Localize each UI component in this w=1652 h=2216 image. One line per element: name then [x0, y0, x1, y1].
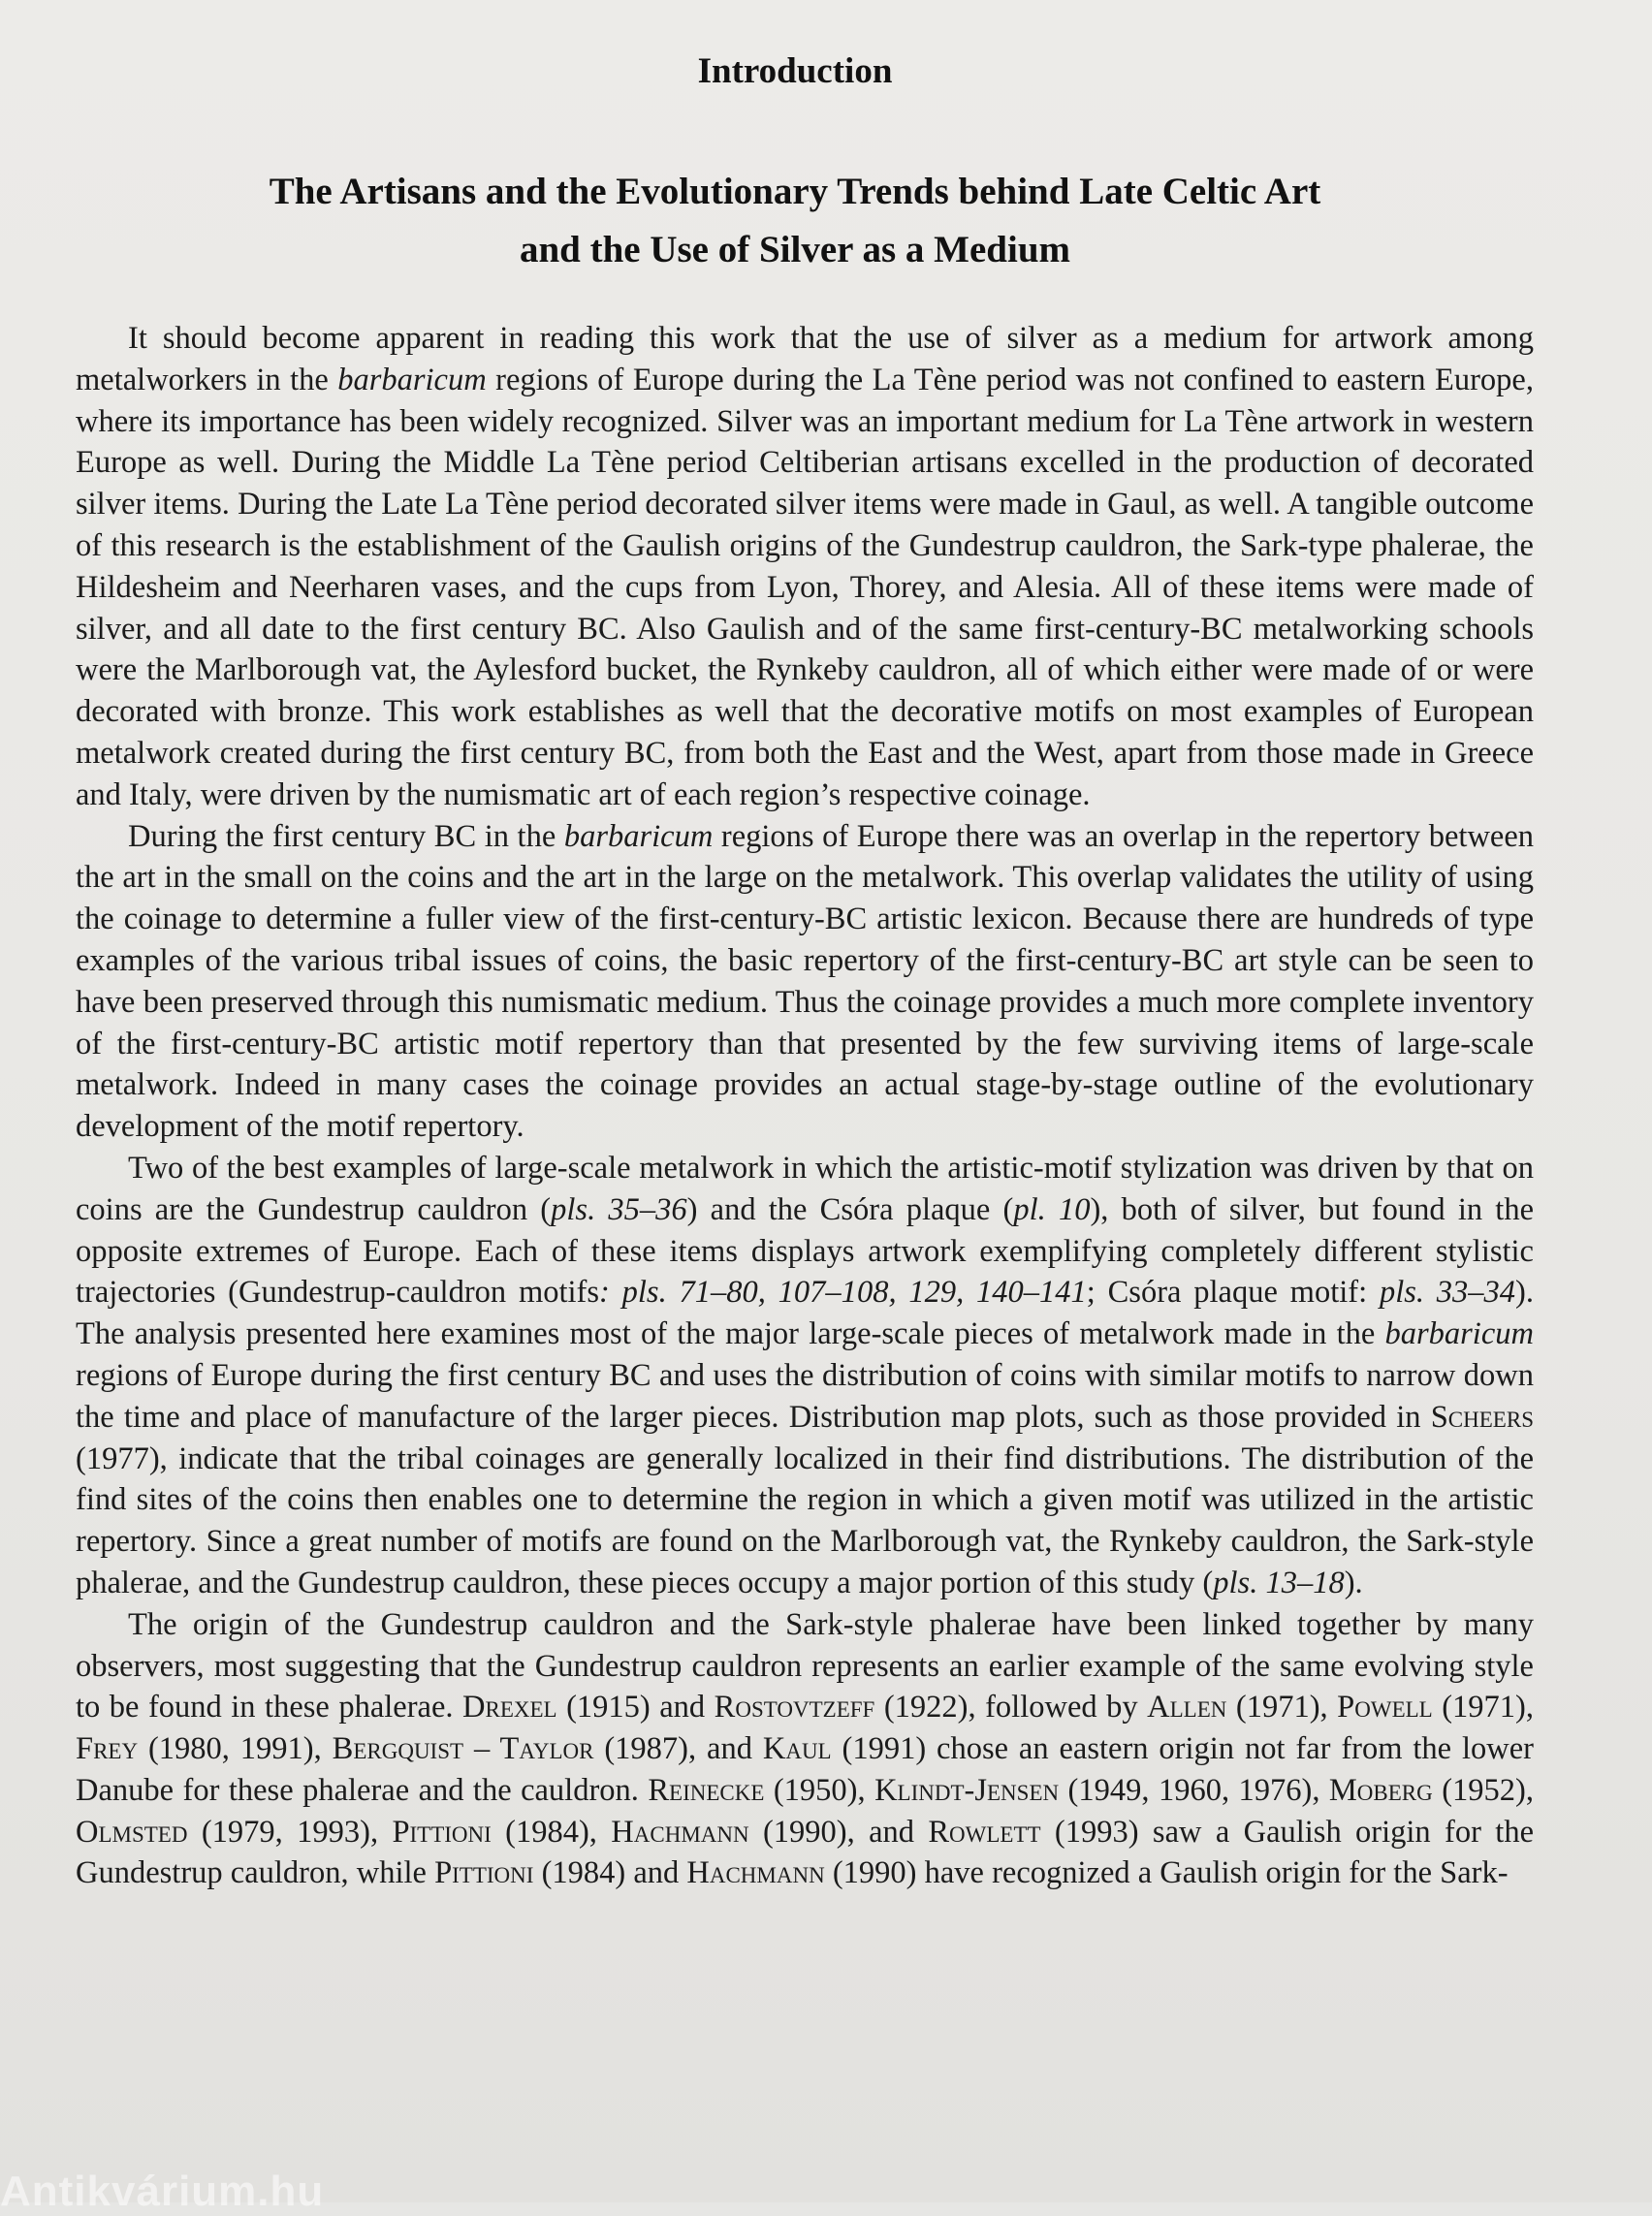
- chapter-title: [0, 163, 1590, 279]
- paragraph-3: Two of the best examples of large-scale metalwork in which the artistic-motif stylization was driven by that on coins are the Gundestrup cauldron (pls. 35–36) and the Csóra plaque (pl. 10), both of silver, but found in the opposite extremes of Europe. Each of these items displays artwork exemplifying completely different stylistic trajectories (Gundestrup-cauldron motifs: pls. 71–80, 107–108, 129, 140–141; Csóra plaque motif: pls. 33–34). The analysis presented here examines most of the major large-scale pieces of metalwork made in the barbaricum regions of Europe during the first century BC and uses the distribution of coins with similar motifs to narrow down the time and place of manufacture of the larger pieces. Distribution map plots, such as those provided in Scheers (1977), indicate that the tribal coinages are generally localized in their find distributions. The distribution of the find sites of the coins then enables one to determine the region in which a given motif was utilized in the artistic repertory. Since a great number of motifs are found on the Marlborough vat, the Rynkeby cauldron, the Sark-style phalerae, and the Gundestrup cauldron, these pieces occupy a major portion of this study (pls. 13–18).: [76, 1150, 1535, 1600]
- chapter-title-line-2: and the Use of Silver as a Medium: [519, 229, 1071, 270]
- watermark: Antikvárium.hu: [0, 2168, 325, 2215]
- paragraph-1: It should become apparent in reading this work that the use of silver as a medium for artwork among metalworkers in the barbaricum regions of Europe during the La Tène period was not confined to eastern Europe, where its importance has been widely recognized. Silver was an important medium for La Tène artwork in western Europe as well. During the Middle La Tène period Celtiberian artisans excelled in the production of decorated silver items. During the Late La Tène period decorated silver items were made in Gaul, as well. A tangible outcome of this research is the establishment of the Gaulish origins of the Gundestrup cauldron, the Sark-type phalerae, the Hildesheim and Neerharen vases, and the cups from Lyon, Thorey, and Alesia. All of these items were made of silver, and all date to the first century BC. Also Gaulish and of the same first-century-BC metalworking schools were the Marlborough vat, the Aylesford bucket, the Rynkeby cauldron, all of which either were made of or were decorated with bronze. This work establishes as well that the decorative motifs on most examples of European metalwork created during the first century BC, from both the East and the West, apart from those made in Greece and Italy, were driven by the numismatic art of each region’s respective coinage.: [76, 321, 1534, 812]
- body-text: [76, 318, 1534, 1894]
- paragraph-2: During the first century BC in the barbaricum regions of Europe there was an overlap in the repertory between the art in the small on the coins and the art in the large on the metalwork. This overlap validates the utility of using the coinage to determine a fuller view of the first-century-BC artistic lexicon. Because there are hundreds of type examples of the various tribal issues of coins, the basic repertory of the first-century-BC art style can be seen to have been preserved through this numismatic medium. Thus the coinage provides a much more complete inventory of the first-century-BC artistic motif repertory than that presented by the few surviving items of large-scale metalwork. Indeed in many cases the coinage provides an actual stage-by-stage outline of the evolutionary development of the motif repertory.: [76, 818, 1535, 1145]
- paragraph-4: The origin of the Gundestrup cauldron and the Sark-style phalerae have been linked together by many observers, most suggesting that the Gundestrup cauldron represents an earlier example of the same evolving style to be found in these phalerae. Drexel (1915) and Rostovtzeff (1922), followed by Allen (1971), Powell (1971), Frey (1980, 1991), Bergquist – Taylor (1987), and Kaul (1991) chose an eastern origin not far from the lower Danube for these phalerae and the cauldron. Reinecke (1950), Klindt-Jensen (1949, 1960, 1976), Moberg (1952), Olmsted (1979, 1993), Pittioni (1984), Hachmann (1990), and Rowlett (1993) saw a Gaulish origin for the Gundestrup cauldron, while Pittioni (1984) and Hachmann (1990) have recognized a Gaulish origin for the Sark-: [76, 1606, 1534, 1891]
- chapter-title-line-1: The Artisans and the Evolutionary Trends behind Late Celtic Art: [269, 171, 1321, 212]
- section-heading: Introduction: [697, 51, 893, 91]
